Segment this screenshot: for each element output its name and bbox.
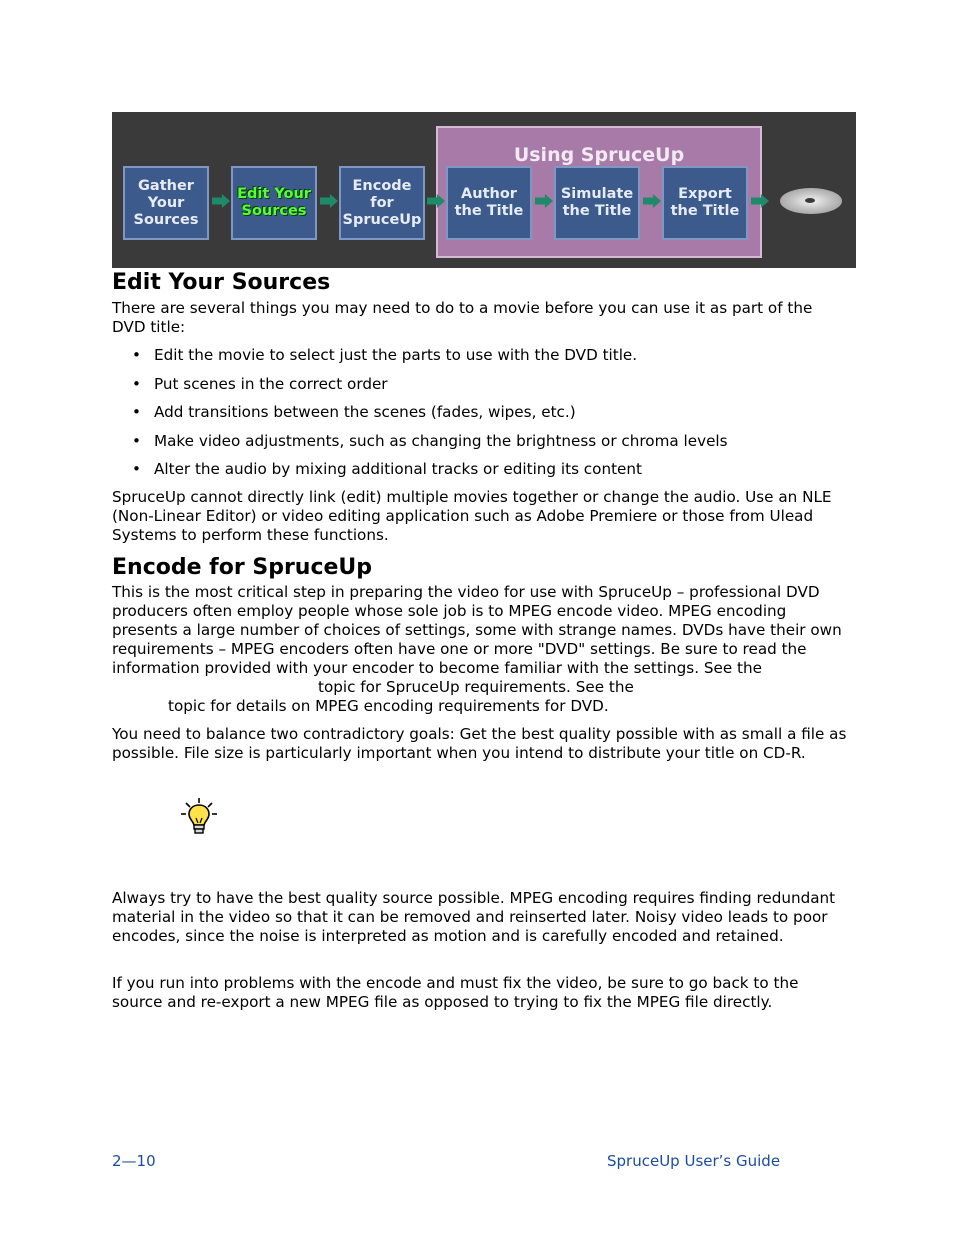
list-item: • Add transitions between the scenes (fades, wipes, etc.)	[132, 403, 728, 422]
arrow-icon	[212, 194, 230, 208]
list-item: • Edit the movie to select just the parts to use with the DVD title.	[132, 346, 728, 365]
step-encode: Encode for SpruceUp	[339, 166, 425, 240]
edit-intro-paragraph: There are several things you may need to do to a movie before you can use it as part of the DVD title:	[112, 299, 813, 336]
dvd-disc-icon	[780, 188, 842, 214]
encode-text-part-1: This is the most critical step in preparing the video for use with SpruceUp – professional DVD producers often employ people whose sole job is to MPEG encode video. MPEG encoding presents a large number of choices of settings, some with strange names. DVDs have their own requirements – MPEG encoders often have one or more "DVD" settings. Be sure to read the information provided with your encoder to become familiar with the settings. See the	[112, 583, 842, 677]
list-item: • Alter the audio by mixing additional tracks or editing its content	[132, 460, 728, 479]
step-simulate: Simulate the Title	[554, 166, 640, 240]
lightbulb-icon	[178, 796, 220, 838]
section-heading-encode: Encode for SpruceUp	[112, 555, 373, 580]
arrow-icon	[320, 194, 338, 208]
step-edit-sources: Edit Your Sources	[231, 166, 317, 240]
edit-outro-paragraph: SpruceUp cannot directly link (edit) multiple movies together or change the audio. Use an NLE (Non-Linear Editor) or video editing application such as Adobe Premiere or those from Ulead Systems to perform these functions.	[112, 488, 832, 544]
list-item: • Make video adjustments, such as changing the brightness or chroma levels	[132, 432, 728, 451]
encode-paragraph-1	[112, 583, 848, 716]
list-item: • Put scenes in the correct order	[132, 375, 728, 394]
guide-title: SpruceUp User’s Guide	[607, 1152, 781, 1170]
encode-paragraph-2: You need to balance two contradictory goals: Get the best quality possible with as small a file as possible. File size is particularly important when you intend to distribute your title on CD-R.	[112, 725, 847, 762]
section-heading-edit-sources: Edit Your Sources	[112, 270, 331, 295]
edit-tasks-list	[132, 346, 728, 489]
encode-text-part-2: topic for SpruceUp requirements. See the	[318, 678, 634, 696]
workflow-banner	[112, 112, 856, 268]
using-spruceup-title: Using SpruceUp	[513, 144, 685, 166]
encode-paragraph-3: Always try to have the best quality source possible. MPEG encoding requires finding redundant material in the video so that it can be removed and reinserted later. Noisy video leads to poor encodes, since the noise is interpreted as motion and is carefully encoded and retained.	[112, 889, 836, 945]
step-author: Author the Title	[446, 166, 532, 240]
page-number: 2—10	[112, 1152, 156, 1170]
step-export: Export the Title	[662, 166, 748, 240]
step-gather-sources: Gather Your Sources	[123, 166, 209, 240]
encode-text-part-3: topic for details on MPEG encoding requirements for DVD.	[168, 697, 609, 715]
encode-paragraph-4: If you run into problems with the encode and must fix the video, be sure to go back to the source and re-export a new MPEG file as opposed to trying to fix the MPEG file directly.	[112, 974, 799, 1011]
